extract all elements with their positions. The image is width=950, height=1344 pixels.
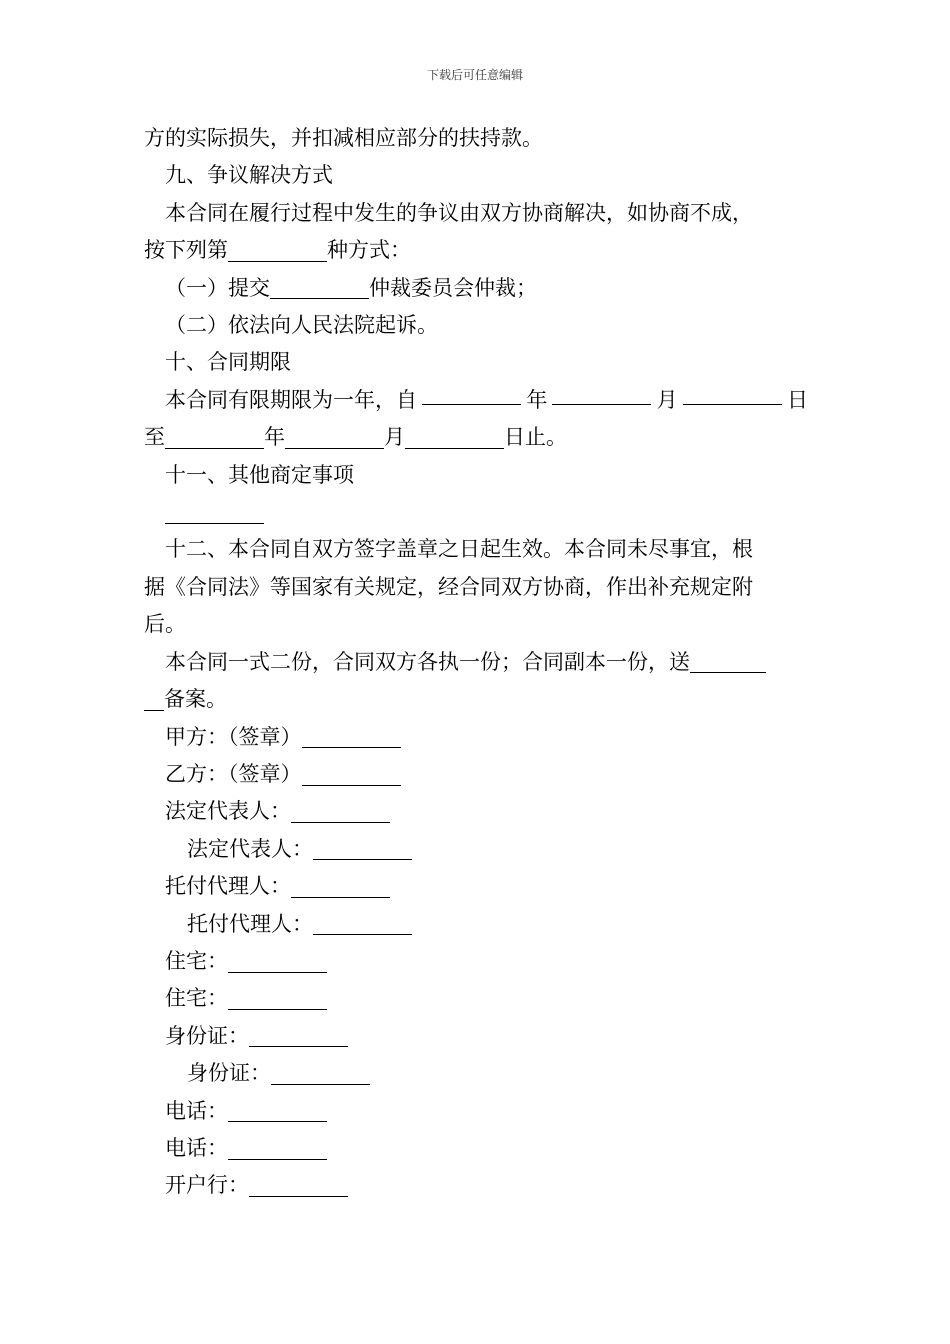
text: 日止。	[504, 425, 567, 450]
label: 法定代表人：	[165, 799, 291, 824]
blank-field[interactable]	[228, 950, 327, 973]
blank-field[interactable]	[249, 1174, 348, 1197]
contract-term-line2	[144, 419, 808, 456]
text: 备案。	[164, 687, 227, 712]
blank-field[interactable]	[313, 837, 412, 860]
text: 本合同一式二份，合同双方各执一份；合同副本一份，送	[165, 649, 690, 674]
blank-field-day[interactable]	[405, 426, 504, 449]
signature-party-b	[144, 756, 808, 793]
signature-party-a	[144, 719, 808, 756]
blank-field-day[interactable]	[683, 382, 782, 405]
label: 开户行：	[165, 1173, 249, 1198]
blank-field-month[interactable]	[552, 382, 651, 405]
legal-rep-b	[144, 831, 808, 868]
phone-b	[144, 1130, 808, 1167]
section-12-line1: 十二、本合同自双方签字盖章之日起生效。本合同未尽事宜，根	[165, 537, 753, 562]
copies-line2	[144, 681, 808, 718]
id-card-a	[144, 1018, 808, 1055]
blank-field[interactable]	[302, 725, 401, 748]
blank-field[interactable]	[228, 1137, 327, 1160]
text: 月	[384, 425, 405, 450]
legal-rep-a	[144, 793, 808, 830]
bank-a	[144, 1167, 808, 1204]
text: 至	[144, 425, 165, 450]
page-header-watermark: 下载后可任意编辑	[426, 68, 523, 82]
phone-a	[144, 1093, 808, 1130]
label: 托付代理人：	[187, 911, 313, 936]
section-10-title: 十、合同期限	[165, 350, 291, 375]
blank-field-year[interactable]	[422, 382, 521, 405]
blank-field-month[interactable]	[285, 426, 384, 449]
section-12-line2: 据《合同法》等国家有关规定，经合同双方协商，作出补充规定附	[144, 574, 753, 599]
paragraph: 方的实际损失，并扣减相应部分的扶持款。	[144, 126, 543, 150]
paragraph: 本合同在履行过程中发生的争议由双方协商解决，如协商不成，	[165, 200, 753, 225]
paragraph-dispute-method	[144, 232, 808, 269]
blank-field[interactable]	[228, 239, 327, 262]
id-card-b	[144, 1055, 808, 1092]
agent-b	[144, 906, 808, 943]
label: 住宅：	[165, 986, 228, 1011]
text: 本合同有限期限为一年，自	[165, 387, 417, 412]
text: （一）提交	[165, 275, 270, 300]
blank-field[interactable]	[165, 501, 264, 524]
blank-field[interactable]	[302, 762, 401, 785]
contract-term-line1	[144, 382, 808, 419]
section-9-title: 九、争议解决方式	[165, 163, 333, 188]
label: 电话：	[165, 1135, 228, 1160]
section-11-title: 十一、其他商定事项	[165, 462, 354, 487]
text: 年	[264, 425, 285, 450]
address-b	[144, 980, 808, 1017]
label: 住宅：	[165, 948, 228, 973]
agent-a	[144, 868, 808, 905]
copies-line1	[144, 644, 808, 681]
blank-field[interactable]	[313, 912, 412, 935]
blank-field[interactable]	[228, 1099, 327, 1122]
text: 种方式：	[327, 238, 411, 263]
text: 月	[656, 387, 678, 412]
blank-field[interactable]	[291, 875, 390, 898]
label: 法定代表人：	[187, 836, 313, 861]
label: 甲方：（签章）	[165, 724, 302, 749]
label: 乙方：（签章）	[165, 761, 302, 786]
option-court: （二）依法向人民法院起诉。	[165, 313, 438, 338]
other-matters-line	[144, 494, 808, 531]
text: 按下列第	[144, 238, 228, 263]
option-arbitration	[144, 270, 808, 307]
label: 身份证：	[165, 1023, 249, 1048]
blank-field[interactable]	[690, 650, 766, 673]
blank-field-year[interactable]	[165, 426, 264, 449]
blank-field[interactable]	[228, 987, 327, 1010]
label: 电话：	[165, 1098, 228, 1123]
blank-field[interactable]	[249, 1024, 348, 1047]
text: 日	[786, 387, 808, 412]
blank-field[interactable]	[270, 276, 369, 299]
section-12-line3: 后。	[144, 612, 186, 637]
blank-field[interactable]	[144, 688, 164, 711]
contract-body	[144, 120, 808, 1205]
blank-field[interactable]	[291, 800, 390, 823]
address-a	[144, 943, 808, 980]
label: 托付代理人：	[165, 874, 291, 899]
label: 身份证：	[187, 1061, 271, 1086]
text: 仲裁委员会仲裁；	[369, 275, 537, 300]
blank-field[interactable]	[271, 1062, 370, 1085]
text: 年	[526, 387, 548, 412]
